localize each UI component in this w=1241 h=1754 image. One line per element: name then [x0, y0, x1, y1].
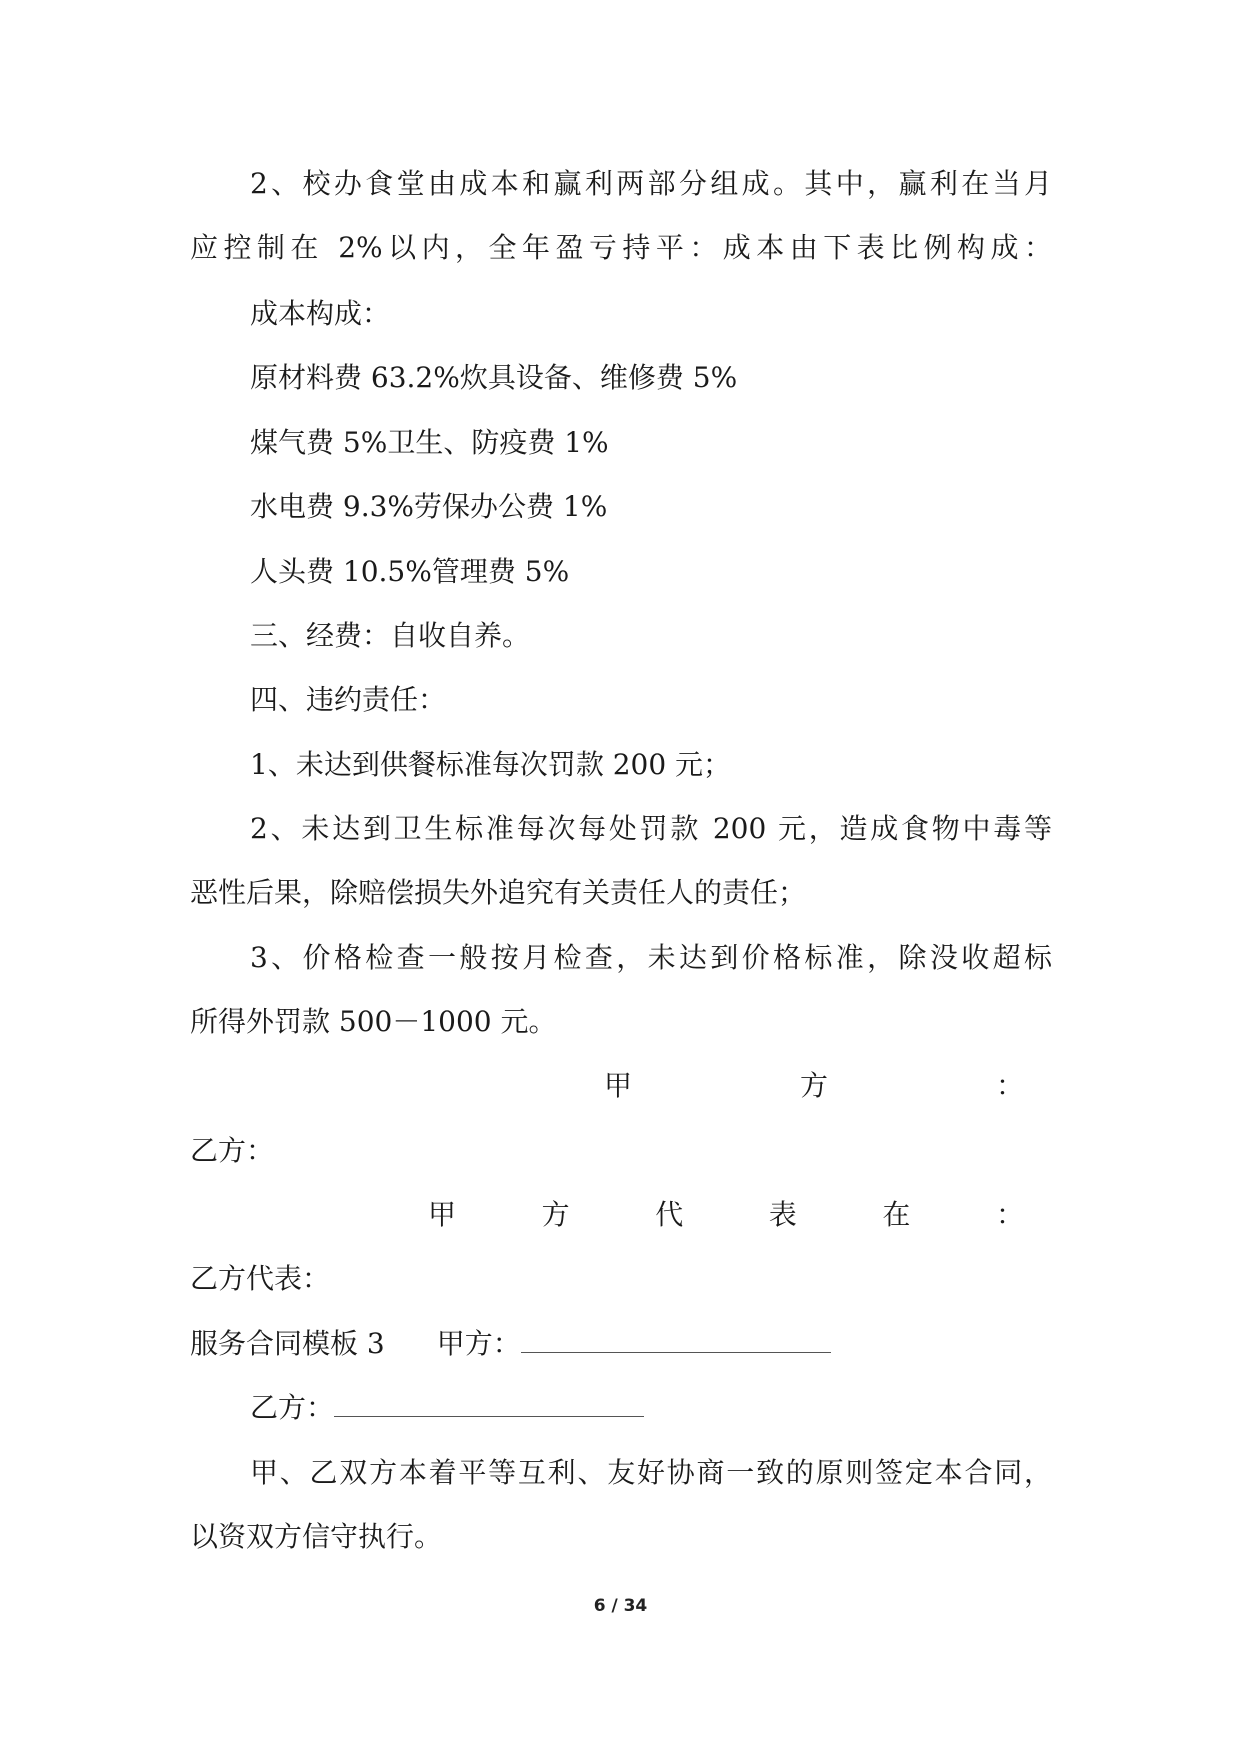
party-a-char: ：: [995, 1069, 1024, 1102]
section-heading: 四、违约责任：: [250, 683, 447, 716]
party-a-blank: [521, 1326, 831, 1353]
paragraph-line: 应控制在 2%以内，全年盈亏持平：成本由下表比例构成：: [190, 231, 1052, 264]
party-a-label: 甲方：: [436, 1327, 521, 1360]
penalty-item-line: 3、价格检查一般按月检查，未达到价格标准，除没收超标: [250, 941, 1052, 974]
party-a-representative: [428, 1195, 1024, 1235]
party-b-representative: 乙方代表：: [190, 1262, 331, 1295]
party-a-rep-char: 代: [655, 1198, 684, 1231]
cost-item: 人头费 10.5%管理费 5%: [250, 555, 570, 588]
penalty-item-line: 所得外罚款 500－1000 元。: [190, 1005, 557, 1038]
party-b-blank: [334, 1390, 644, 1417]
template3-title: 服务合同模板 3: [190, 1327, 385, 1360]
template3-party-b: [250, 1388, 1052, 1428]
party-a-char: 甲: [604, 1069, 633, 1102]
section-heading: 三、经费：自收自养。: [250, 619, 531, 652]
intro-line: 以资双方信守执行。: [190, 1520, 443, 1553]
penalty-item-line: 恶性后果，除赔偿损失外追究有关责任人的责任；: [190, 876, 807, 909]
intro-line: 甲、乙双方本着平等互利、友好协商一致的原则签定本合同，: [250, 1456, 1052, 1489]
cost-title: 成本构成：: [250, 297, 391, 330]
cost-item: 煤气费 5%卫生、防疫费 1%: [250, 426, 609, 459]
party-a-rep-char: 甲: [428, 1198, 457, 1231]
cost-item: 水电费 9.3%劳保办公费 1%: [250, 490, 608, 523]
page-number: 6 / 34: [593, 1596, 648, 1616]
template3-header: [190, 1324, 1052, 1364]
cost-item: 原材料费 63.2%炊具设备、维修费 5%: [250, 361, 738, 394]
party-a-rep-char: 方: [541, 1198, 570, 1231]
party-b-label: 乙方：: [250, 1391, 335, 1424]
paragraph-line: 2、校办食堂由成本和赢利两部分组成。其中，赢利在当月: [250, 167, 1052, 200]
party-a-rep-char: ：: [995, 1198, 1024, 1231]
party-a-signature: [604, 1066, 1024, 1106]
party-a-char: 方: [799, 1069, 828, 1102]
party-b-signature: 乙方：: [190, 1134, 275, 1167]
penalty-item: 1、未达到供餐标准每次罚款 200 元；: [250, 748, 732, 781]
penalty-item-line: 2、未达到卫生标准每次每处罚款 200 元，造成食物中毒等: [250, 812, 1052, 845]
party-a-rep-char: 在: [882, 1198, 911, 1231]
party-a-rep-char: 表: [768, 1198, 797, 1231]
